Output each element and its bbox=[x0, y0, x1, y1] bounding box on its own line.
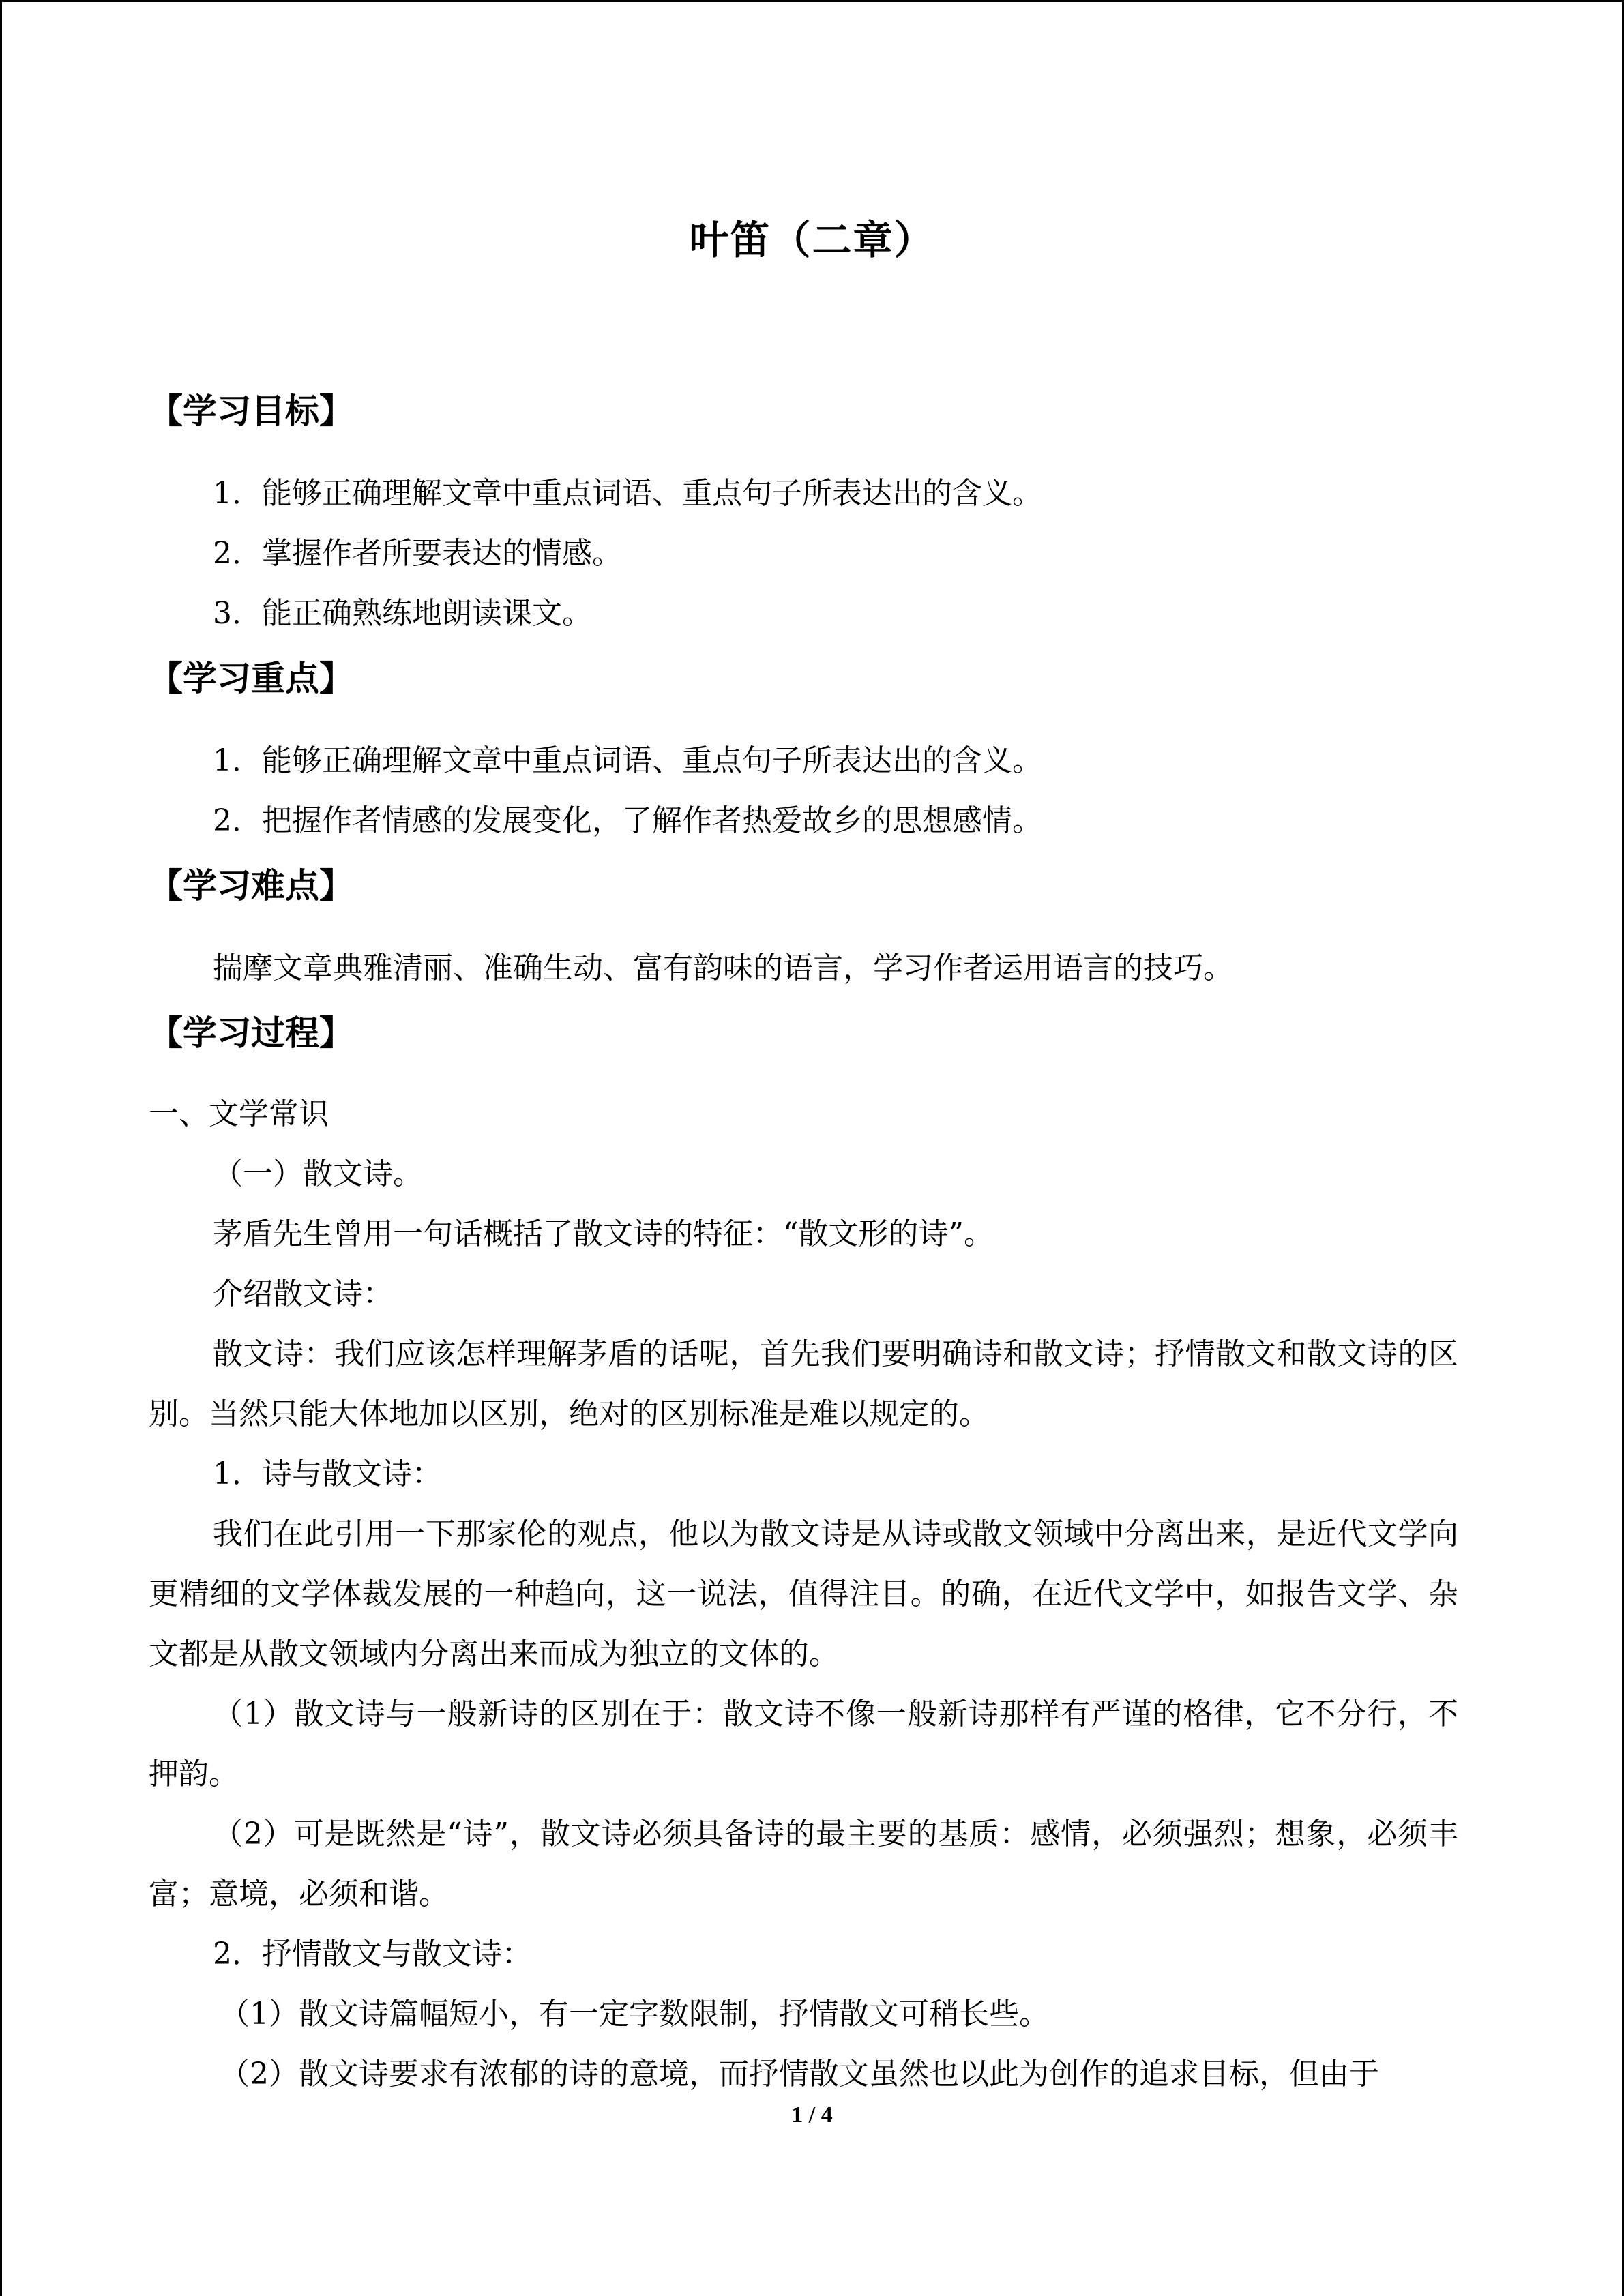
item-poetry-vs-prose-poem: 1．诗与散文诗： bbox=[213, 1457, 442, 1491]
page-title: 叶笛（二章） bbox=[689, 217, 935, 263]
mao-dun-quote: 茅盾先生曾用一句话概括了散文诗的特征：“散文形的诗”。 bbox=[213, 1217, 994, 1251]
process-part-1: 一、文学常识 bbox=[149, 1097, 329, 1131]
paragraph-difference-1: （1）散文诗与一般新诗的区别在于：散文诗不像一般新诗那样有严谨的格律，它不分行，不押韵。 bbox=[149, 1697, 1458, 1791]
goal-item-2: 2．掌握作者所要表达的情感。 bbox=[213, 536, 622, 571]
page-number: 1 / 4 bbox=[791, 2102, 833, 2128]
process-sub-1: （一）散文诗。 bbox=[213, 1157, 423, 1191]
goal-item-3: 3．能正确熟练地朗读课文。 bbox=[213, 596, 592, 631]
paragraph-na-jialun: 我们在此引用一下那家伦的观点，他以为散文诗是从诗或散文领域中分离出来，是近代文学向更精细的文学体裁发展的一种趋向，这一说法，值得注目。的确，在近代文学中，如报告文学、杂文都是从散文领域内分离出来而成为独立的文体的。 bbox=[149, 1517, 1458, 1671]
heading-difficult-points: 【学习难点】 bbox=[149, 866, 353, 906]
intro-label: 介绍散文诗： bbox=[213, 1277, 393, 1311]
heading-learning-process: 【学习过程】 bbox=[149, 1013, 353, 1053]
item-2-point-2: （2）散文诗要求有浓郁的诗的意境，而抒情散文虽然也以此为创作的追求目标，但由于 bbox=[220, 2057, 1379, 2091]
item-lyric-prose-vs-prose-poem: 2．抒情散文与散文诗： bbox=[213, 1937, 532, 1971]
heading-key-points: 【学习重点】 bbox=[149, 659, 353, 698]
key-item-1: 1．能够正确理解文章中重点词语、重点句子所表达出的含义。 bbox=[213, 743, 1042, 778]
key-item-2: 2．把握作者情感的发展变化，了解作者热爱故乡的思想感情。 bbox=[213, 803, 1042, 838]
item-2-point-1: （1）散文诗篇幅短小，有一定字数限制，抒情散文可稍长些。 bbox=[220, 1997, 1049, 2031]
paragraph-definition: 散文诗：我们应该怎样理解茅盾的话呢，首先我们要明确诗和散文诗；抒情散文和散文诗的区别。当然只能大体地加以区别，绝对的区别标准是难以规定的。 bbox=[149, 1337, 1458, 1431]
paragraph-difference-2: （2）可是既然是“诗”，散文诗必须具备诗的最主要的基质：感情，必须强烈；想象，必须丰富；意境，必须和谐。 bbox=[149, 1817, 1458, 1911]
goal-item-1: 1．能够正确理解文章中重点词语、重点句子所表达出的含义。 bbox=[213, 476, 1042, 511]
difficult-text: 揣摩文章典雅清丽、准确生动、富有韵味的语言，学习作者运用语言的技巧。 bbox=[213, 951, 1233, 985]
heading-learning-goals: 【学习目标】 bbox=[149, 391, 353, 431]
